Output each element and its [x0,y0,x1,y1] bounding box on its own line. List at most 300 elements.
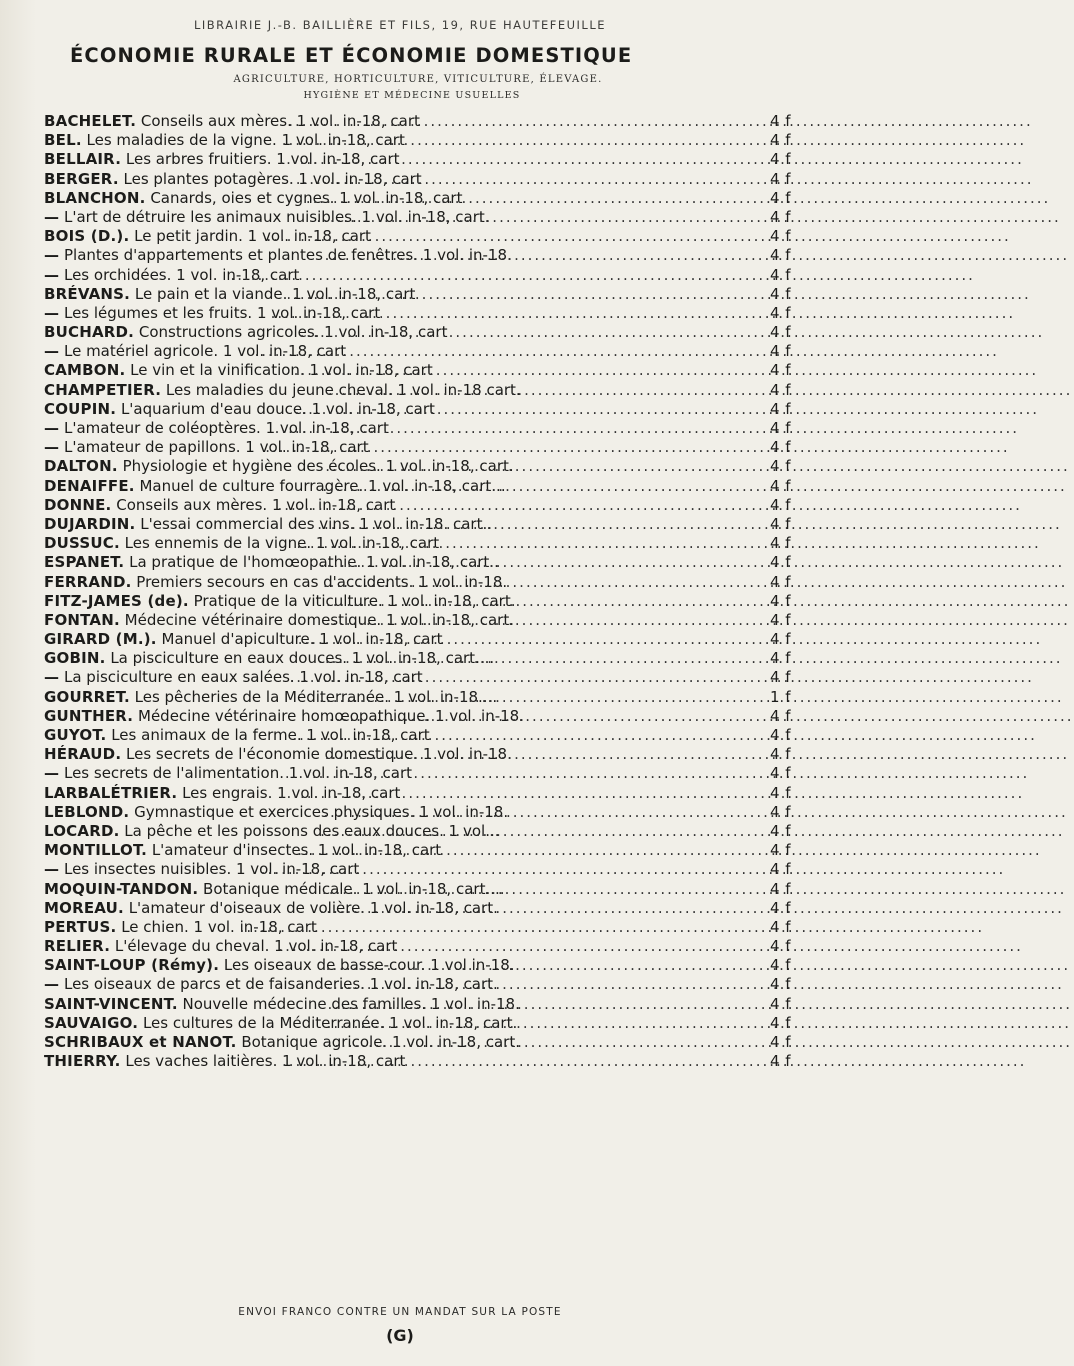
catalog-entry [44,898,792,918]
catalog-entry [44,975,792,994]
entry-text [44,726,430,744]
entry-price: 4 f [770,898,792,917]
dot-leader [319,899,768,917]
dot-leader [295,400,768,418]
dot-leader [279,150,768,168]
entry-price: 4 f [770,783,792,802]
entry-title: Les secrets de l'économie domestique. 1 vol. in-18. [126,745,512,764]
catalog-entry-list [44,112,792,1071]
entry-price: 4 f [770,495,792,514]
catalog-entry [44,112,792,131]
entry-text [44,342,347,361]
dot-leader [323,803,768,821]
entry-title: Botanique agricole. 1 vol. in-18, cart. [241,1033,520,1051]
dot-leader [306,189,768,207]
dot-leader [329,707,768,725]
entry-title: Les légumes et les fruits. 1 vol. in-18, cart [63,303,381,322]
catalog-entry [44,687,792,707]
entry-price: 4 f [770,227,792,246]
shipping-note: ENVOI FRANCO CONTRE UN MANDAT SUR LA POSTE [238,1306,562,1318]
catalog-entry [44,630,792,649]
entry-text [44,150,400,169]
entry-author: SCHRIBAUX et NANOT. [44,1033,237,1051]
entry-author: THIERRY. [44,1052,121,1071]
dot-leader [285,764,768,782]
publisher-header: LIBRAIRIE J.-B. BAILLIÈRE ET FILS, 19, RUE HAUTEFEUILLE [193,18,607,32]
entry-text [44,476,506,495]
entry-author: BUCHARD. [44,323,135,342]
entry-author: DONNE. [44,495,112,514]
catalog-entry [44,1033,792,1052]
entry-price: 4 f [770,1033,792,1051]
dot-leader [277,496,768,514]
entry-text [44,553,499,572]
entry-title: L'aquarium d'eau douce. 1 vol. in-18, cart [120,399,435,418]
entry-price: 4 f [770,860,792,879]
entry-title: Conseils aux mères. 1 vol. in-18, cart [116,495,396,514]
dot-leader [254,342,768,360]
entry-price: 4 f [770,380,792,399]
catalog-entry [44,265,792,285]
dot-leader [230,266,768,284]
catalog-entry [44,706,792,726]
dot-leader [266,227,768,245]
entry-text [44,841,442,860]
entry-title: Les orchidées. 1 vol. in-18, cart [63,265,300,284]
entry-price: 4 f [770,438,792,457]
section-title: ÉCONOMIE RURALE ET ÉCONOMIE DOMESTIQUE [70,44,633,67]
entry-text [44,975,498,994]
entry-author: HÉRAUD. [44,745,122,764]
entry-title: Conseils aux mères. 1 vol. in-18, cart [140,112,420,130]
entry-title: L'amateur d'insectes. 1 vol. in-18, cart [151,841,442,860]
entry-author: BELLAIR. [44,150,122,169]
entry-price: 4 f [770,361,792,380]
entry-price: 4 f [770,610,792,629]
entry-price: 4 f [770,265,792,284]
entry-text [44,668,423,687]
entry-title: La pisciculture en eaux salées. 1 vol. in-18, cart [63,668,423,687]
entry-author: COUPIN. [44,399,117,418]
catalog-entry [44,879,792,899]
entry-price: 4 f [770,841,792,860]
entry-title: Pratique de la viticulture. 1 vol. in-18, cart. [193,591,516,610]
entry-author: BACHELET. [44,112,137,130]
dot-leader [289,668,768,686]
entry-title: Les ennemis de la vigne. 1 vol. in-18, cart [124,534,440,553]
dot-leader [319,975,768,993]
dot-leader [318,649,768,667]
catalog-entry [44,207,792,227]
entry-text [44,630,443,649]
dot-leader [325,246,768,264]
entry-author: FERRAND. [44,572,132,591]
entry-author: MOQUIN-TANDON. [44,879,199,898]
entry-title: Les insectes nuisibles. 1 vol. in-18, cart [63,860,360,879]
entry-author: DALTON. [44,457,118,476]
entry-price: 4 f [770,514,792,533]
entry-price: 4 f [770,706,792,725]
entry-text [44,284,416,303]
entry-title: Manuel d'apiculture. 1 vol. in-18, cart [161,630,443,649]
dot-leader [328,995,768,1013]
catalog-entry [44,591,792,611]
catalog-entry [44,457,792,476]
entry-author: MOREAU. [44,898,124,917]
entry-author: FITZ-JAMES (de). [44,591,189,610]
catalog-entry [44,841,792,860]
entry-title: Les vaches laitières. 1 vol. in-18, cart [125,1052,406,1071]
catalog-entry [44,323,792,342]
entry-title: Médecine vétérinaire homœopathique. 1 vol. in-18. [138,706,524,725]
catalog-entry [44,476,792,496]
entry-price: 4 f [770,649,792,668]
dot-leader [319,688,768,706]
catalog-entry [44,821,792,841]
entry-price: 4 f [770,207,792,226]
entry-price: 4 f [770,726,792,744]
page-number: (G) [386,1326,414,1345]
entry-price: 4 f [770,879,792,898]
entry-text [44,610,514,629]
dot-leader [292,726,768,744]
entry-price: 4 f [770,821,792,840]
catalog-entry [44,495,792,515]
entry-title: Physiologie et hygiène des écoles. 1 vol. in-18, cart. [122,457,514,476]
entry-author: LOCARD. [44,821,120,840]
catalog-entry [44,802,792,822]
entry-price: 4 f [770,150,792,169]
entry-price: 4 f [770,802,792,821]
entry-title: Les oiseaux de parcs et de faisanderies. 1 vol. in-18, cart. [63,975,498,994]
entry-author: LARBALÉTRIER. [44,783,178,802]
entry-text [44,112,420,130]
entry-author: — [44,764,60,783]
entry-text [44,821,500,840]
entry-author: — [44,419,60,437]
catalog-entry [44,726,792,745]
dot-leader [271,304,768,322]
entry-author: BRÉVANS. [44,284,131,303]
dot-leader [328,381,768,399]
entry-text [44,323,448,342]
entry-text [44,534,440,553]
catalog-entry [44,380,792,400]
entry-title: Les oiseaux de basse-cour. 1 vol in-18. [223,956,515,975]
dot-leader [328,1033,768,1051]
entry-price: 4 f [770,342,792,361]
catalog-entry [44,303,792,323]
entry-text [44,764,413,783]
catalog-entry [44,1052,792,1071]
entry-text [44,265,300,284]
entry-title: Canards, oies et cygnes. 1 vol. in-18, cart [150,188,463,207]
entry-title: Les secrets de l'alimentation. 1 vol. in-18, cart [63,764,413,783]
entry-author: GIRARD (M.). [44,630,157,649]
entry-text [44,706,524,725]
entry-author: LEBLOND. [44,802,130,821]
entry-price: 4 f [770,534,792,553]
entry-text [44,514,493,533]
catalog-entry [44,399,792,419]
entry-text [44,419,389,437]
catalog-entry [44,342,792,361]
entry-author: CHAMPETIER. [44,380,162,399]
entry-author: GOBIN. [44,649,106,668]
entry-text [44,227,371,246]
dot-leader [326,956,768,974]
dot-leader [240,918,768,936]
entry-text [44,188,463,207]
entry-price: 4 f [770,994,792,1013]
entry-author: — [44,438,60,457]
dot-leader [289,170,768,188]
entry-text [44,802,509,821]
entry-price: 4 f [770,591,792,610]
entry-price: 4 f [770,975,792,994]
entry-price: 1 f [770,687,792,706]
dot-leader [325,745,768,763]
entry-text [44,457,514,476]
dot-leader [327,1014,768,1032]
dot-leader [326,592,768,610]
entry-price: 4 f [770,399,792,418]
catalog-entry [44,246,792,265]
catalog-entry [44,668,792,687]
entry-text [44,303,381,322]
dot-leader [316,208,768,226]
catalog-entry [44,917,792,937]
entry-price: 4 f [770,419,792,437]
dot-leader [296,534,768,552]
entry-author: DUJARDIN. [44,514,136,533]
entry-title: Médecine vétérinaire domestique. 1 vol. in-18, cart. [124,610,514,629]
entry-title: La pratique de l'homœopathie. 1 vol. in-18, cart.. [129,553,499,572]
dot-leader [320,822,768,840]
entry-title: Les arbres fruitiers. 1 vol. in-18, cart [125,150,400,169]
dot-leader [275,419,768,437]
entry-author: MONTILLOT. [44,841,148,860]
entry-text [44,860,360,879]
entry-title: Les pêcheries de la Méditerranée. 1 vol. in-18.... [134,687,498,706]
catalog-entry [44,419,792,438]
entry-author: GUNTHER. [44,706,134,725]
entry-text [44,572,508,591]
catalog-entry [44,937,792,956]
entry-price: 4 f [770,303,792,322]
entry-title: Le pain et la viande. 1 vol. in-18, cart [134,284,416,303]
entry-price: 4 f [770,169,792,188]
entry-price: 4 f [770,323,792,342]
entry-price: 4 f [770,668,792,687]
dot-leader [280,784,768,802]
entry-author: ESPANET. [44,553,125,572]
entry-author: — [44,246,60,265]
entry-price: 4 f [770,1052,792,1071]
catalog-entry [44,514,792,534]
entry-price: 4 f [770,745,792,764]
entry-text [44,1052,406,1071]
entry-title: Premiers secours en cas d'accidents. 1 vol. in-18. [136,572,508,591]
catalog-entry [44,860,792,879]
entry-price: 4 f [770,937,792,956]
entry-price: 4 f [770,917,792,936]
entry-author: GOURRET. [44,687,130,706]
entry-title: La pêche et les poissons des eaux douces. 1 vol... [124,821,500,840]
entry-text [44,169,422,188]
dot-leader [265,438,768,456]
entry-author: CAMBON. [44,361,126,380]
section-subtitle-2: HYGIÈNE ET MÉDECINE USUELLES [303,90,521,101]
dot-leader [298,630,768,648]
catalog-entry [44,131,792,150]
entry-text [44,994,520,1013]
entry-author: — [44,303,60,322]
entry-price: 4 f [770,572,792,591]
dot-leader [261,860,768,878]
entry-title: L'amateur de coléoptères. 1 vol. in-18, cart [63,419,389,437]
entry-author: — [44,342,60,361]
entry-text [44,937,398,956]
entry-text [44,783,401,802]
entry-title: Le vin et la vinification. 1 vol. in-18, cart [130,361,433,380]
dot-leader [322,880,768,898]
catalog-entry [44,956,792,975]
entry-price: 4 f [770,457,792,476]
entry-text [44,879,505,898]
entry-title: Nouvelle médecine des familles. 1 vol. in-18. [182,994,520,1013]
entry-text [44,687,498,706]
entry-author: RELIER. [44,937,111,956]
entry-title: Le chien. 1 vol. in-18, cart [121,917,317,936]
entry-author: DUSSUC. [44,534,120,553]
entry-price: 4 f [770,476,792,495]
entry-price: 4 f [770,246,792,265]
dot-leader [288,112,768,130]
entry-author: — [44,975,60,994]
entry-text [44,1013,518,1032]
entry-title: L'élevage du cheval. 1 vol. in-18, cart [114,937,398,956]
entry-author: DENAIFFE. [44,476,135,495]
catalog-entry [44,188,792,208]
entry-text [44,361,433,380]
entry-author: PERTUS. [44,917,117,936]
entry-title: L'amateur de papillons. 1 vol. in-18, cart [63,438,369,457]
catalog-entry [44,783,792,803]
section-subtitle-1: AGRICULTURE, HORTICULTURE, VITICULTURE, ÉLEVAGE. [233,74,603,85]
catalog-entry [44,534,792,553]
entry-text [44,898,498,917]
dot-leader [325,457,768,475]
entry-price: 4 f [770,131,792,150]
entry-price: 4 f [770,630,792,649]
entry-price: 4 f [770,112,792,130]
catalog-entry [44,169,792,189]
dot-leader [317,515,768,533]
catalog-entry [44,994,792,1014]
dot-leader [282,1052,768,1070]
entry-text [44,745,512,764]
dot-leader [320,553,768,571]
catalog-entry [44,572,792,592]
entry-title: Gymnastique et exercices physiques. 1 vol. in-18. [134,802,509,821]
entry-text [44,131,405,150]
entry-title: L'art de détruire les animaux nuisibles. 1 vol. in-18, cart. [63,207,490,226]
entry-author: — [44,860,60,879]
entry-author: SAINT-VINCENT. [44,994,178,1013]
dot-leader [282,131,768,149]
catalog-entry [44,649,792,668]
catalog-entry [44,150,792,169]
catalog-entry [44,1013,792,1033]
entry-title: Le petit jardin. 1 vol. in-18, cart [134,227,371,246]
entry-text [44,207,490,226]
entry-author: GUYOT. [44,726,107,744]
entry-title: Botanique médicale. 1 vol. in-18, cart.... [203,879,505,898]
dot-leader [323,573,768,591]
entry-title: Les maladies de la vigne. 1 vol. in-18, cart [86,131,405,150]
entry-price: 4 f [770,553,792,572]
entry-author: SAINT-LOUP (Rémy). [44,956,220,975]
entry-price: 4 f [770,764,792,783]
catalog-entry [44,227,792,246]
entry-author: BERGER. [44,169,119,188]
entry-author: — [44,265,60,284]
entry-price: 4 f [770,956,792,975]
entry-title: Les engrais. 1 vol. in-18, cart [182,783,401,802]
catalog-entry [44,764,792,783]
entry-price: 4 f [770,284,792,303]
dot-leader [325,611,768,629]
catalog-entry [44,361,792,380]
catalog-entry [44,745,792,764]
entry-price: 4 f [770,1013,792,1032]
entry-title: Les animaux de la ferme. 1 vol. in-18, cart [111,726,430,744]
dot-leader [286,285,768,303]
entry-title: L'amateur d'oiseaux de volière. 1 vol. in-18, cart. [128,898,498,917]
entry-text [44,246,512,265]
entry-text [44,591,516,610]
dot-leader [297,841,768,859]
entry-title: Constructions agricoles. 1 vol. in-18, cart [138,323,448,342]
entry-text [44,649,495,668]
entry-author: FONTAN. [44,610,120,629]
entry-text [44,380,521,399]
entry-author: BEL. [44,131,82,150]
dot-leader [278,937,768,955]
entry-title: Le matériel agricole. 1 vol. in-18, cart [63,342,347,361]
dot-leader [322,477,768,495]
entry-price: 4 f [770,188,792,207]
entry-title: Plantes d'appartements et plantes de fenêtres. 1 vol. in-18. [63,246,512,265]
entry-text [44,399,435,418]
catalog-entry [44,610,792,630]
entry-title: Les cultures de la Méditerranée. 1 vol. in-18, cart. [142,1013,518,1032]
page-edge-shadow [0,0,36,1366]
entry-author: BOIS (D.). [44,227,130,246]
entry-author: — [44,668,60,687]
entry-title: Les maladies du jeune cheval. 1 vol. in-18 cart. [165,380,521,399]
entry-text [44,1033,520,1051]
entry-author: BLANCHON. [44,188,146,207]
entry-text [44,917,317,936]
catalog-entry [44,553,792,572]
entry-title: Les plantes potagères. 1 vol. in-18, cart [123,169,422,188]
catalog-entry [44,284,792,304]
entry-title: Manuel de culture fourragère. 1 vol. in-18, cart... [139,476,506,495]
entry-text [44,956,515,975]
dot-leader [300,323,768,341]
